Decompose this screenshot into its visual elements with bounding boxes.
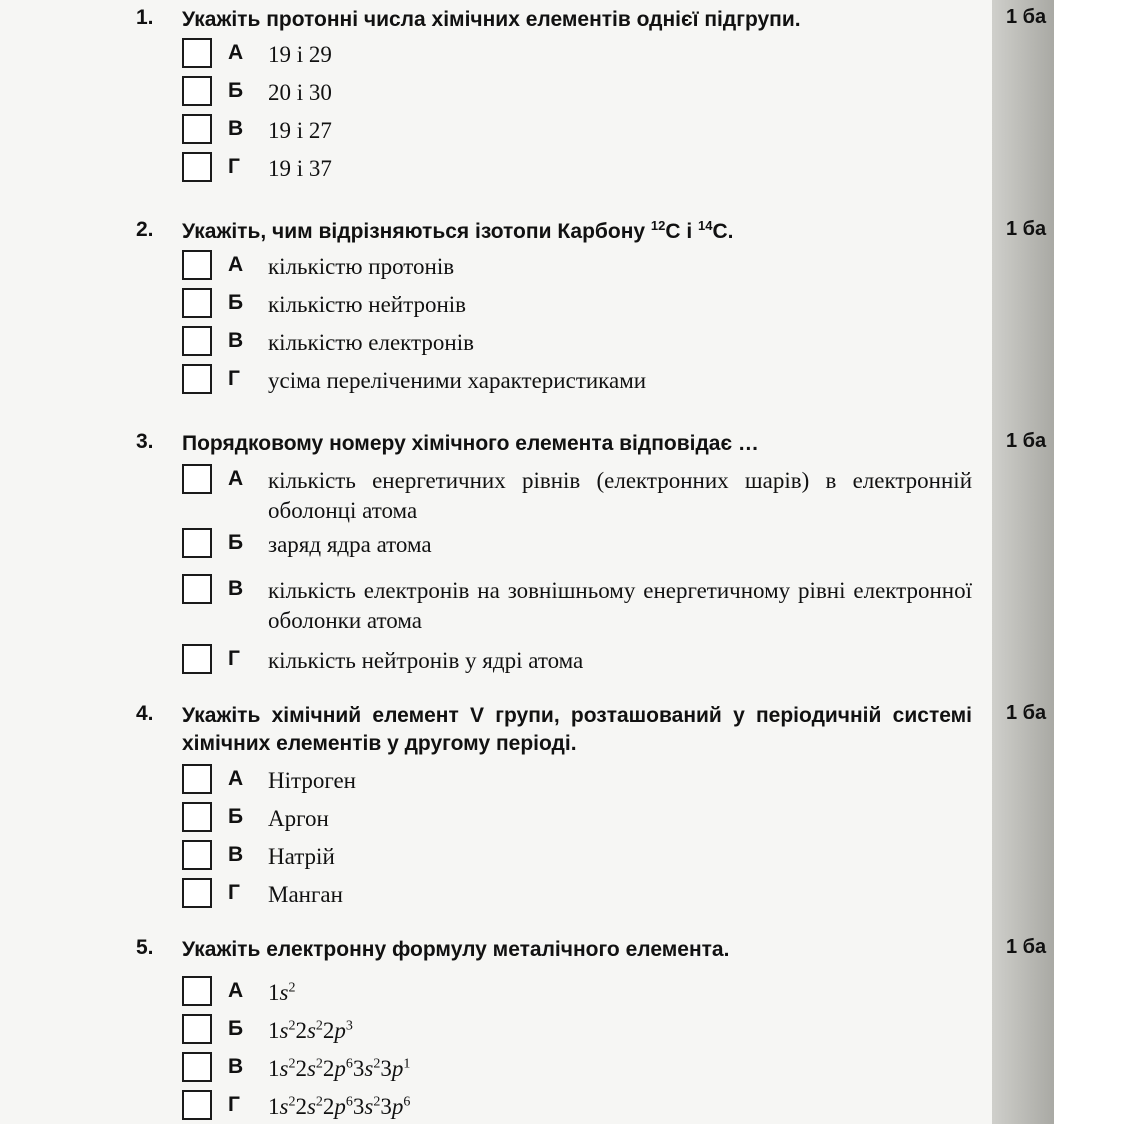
electron-count: 6 — [345, 1094, 353, 1110]
orbital-letter: s — [364, 1094, 374, 1119]
option-letter: А — [228, 467, 244, 490]
shell-number: 2 — [322, 1056, 335, 1081]
option-letter: В — [228, 843, 244, 866]
option-letter: Б — [228, 805, 244, 828]
answer-checkbox[interactable] — [182, 1090, 212, 1120]
option-text: 19 і 37 — [268, 156, 332, 181]
answer-checkbox[interactable] — [182, 250, 212, 280]
shell-number: 2 — [295, 1056, 307, 1081]
option-letter: В — [228, 1055, 244, 1078]
answer-checkbox[interactable] — [182, 878, 212, 908]
option-letter: Г — [228, 155, 240, 178]
question-number: 5. — [136, 936, 154, 959]
option-text: 19 і 27 — [268, 118, 332, 143]
shell-number: 2 — [322, 1018, 335, 1043]
option-text: 20 і 30 — [268, 80, 332, 105]
option-text: кількістю електронів — [268, 330, 474, 355]
option-letter: Б — [228, 1017, 244, 1040]
question-number: 1. — [136, 6, 154, 29]
question-5 — [136, 936, 976, 1119]
question-text: Укажіть хімічний елемент V групи, розташований у періодичній системі хімічних елементів у другому періоді. — [182, 704, 972, 755]
answer-checkbox[interactable] — [182, 802, 212, 832]
electron-count: 1 — [403, 1056, 411, 1072]
option-letter: Г — [228, 647, 240, 670]
answer-checkbox[interactable] — [182, 114, 212, 144]
question-2 — [136, 218, 976, 393]
answer-checkbox[interactable] — [182, 574, 212, 604]
points-label: 1 ба — [1006, 6, 1047, 28]
question-text-part: Укажіть, чим відрізняються ізотопи Карбону — [182, 220, 651, 243]
electron-formula — [268, 1092, 972, 1122]
orbital-letter: p — [391, 1094, 404, 1119]
orbital-letter: p — [391, 1056, 404, 1081]
electron-formula — [268, 1054, 972, 1084]
option-letter: В — [228, 577, 244, 600]
option-letter: А — [228, 253, 244, 276]
answer-checkbox[interactable] — [182, 840, 212, 870]
question-3 — [136, 430, 976, 673]
answer-checkbox[interactable] — [182, 528, 212, 558]
shell-number: 2 — [295, 1094, 307, 1119]
answer-checkbox[interactable] — [182, 1014, 212, 1044]
option-text: кількість електронів на зовнішньому енергетичному рівні електронної оболонки атома — [268, 578, 972, 633]
orbital-letter: s — [279, 1056, 289, 1081]
electron-formula — [268, 1016, 972, 1046]
electron-formula — [268, 978, 972, 1008]
option-letter: Б — [228, 79, 244, 102]
option-text: Натрій — [268, 844, 335, 869]
orbital-letter: s — [279, 980, 289, 1005]
answer-checkbox[interactable] — [182, 976, 212, 1006]
shell-number: 2 — [322, 1094, 335, 1119]
electron-count: 6 — [403, 1094, 411, 1110]
shell-number: 3 — [352, 1094, 365, 1119]
electron-count: 2 — [373, 1056, 381, 1072]
question-text: Порядковому номеру хімічного елемента відповідає … — [182, 432, 759, 455]
electron-count: 2 — [315, 1094, 323, 1110]
answer-checkbox[interactable] — [182, 288, 212, 318]
points-label: 1 ба — [1006, 218, 1047, 240]
option-text: кількість енергетичних рівнів (електронних шарів) в електронній оболонці атома — [268, 468, 972, 523]
electron-count: 2 — [373, 1094, 381, 1110]
isotope-mass: 14 — [698, 218, 713, 233]
answer-checkbox[interactable] — [182, 464, 212, 494]
isotope-symbol: C — [665, 220, 681, 243]
option-letter: Б — [228, 291, 244, 314]
question-text: Укажіть електронну формулу металічного елемента. — [182, 938, 730, 961]
answer-checkbox[interactable] — [182, 152, 212, 182]
option-letter: В — [228, 329, 244, 352]
option-text: Нітроген — [268, 768, 356, 793]
shell-number: 3 — [380, 1094, 392, 1119]
outer-border — [1054, 0, 1122, 1124]
question-text — [182, 218, 972, 246]
electron-count: 2 — [315, 1056, 323, 1072]
orbital-letter: s — [279, 1018, 289, 1043]
isotope-symbol: C. — [712, 220, 734, 243]
answer-checkbox[interactable] — [182, 644, 212, 674]
option-text: Манган — [268, 882, 343, 907]
shell-number: 1 — [268, 1018, 280, 1043]
shell-number: 3 — [352, 1056, 365, 1081]
answer-checkbox[interactable] — [182, 326, 212, 356]
option-text: Аргон — [268, 806, 329, 831]
option-text: 19 і 29 — [268, 42, 332, 67]
question-text-part: і — [680, 220, 699, 243]
orbital-letter: s — [306, 1018, 316, 1043]
option-text: усіма переліченими характеристиками — [268, 368, 647, 393]
question-number: 2. — [136, 218, 154, 241]
orbital-letter: s — [364, 1056, 374, 1081]
electron-count: 2 — [315, 1018, 323, 1034]
answer-checkbox[interactable] — [182, 76, 212, 106]
orbital-letter: s — [279, 1094, 289, 1119]
electron-count: 2 — [288, 1018, 296, 1034]
orbital-letter: p — [334, 1056, 346, 1081]
question-1 — [136, 6, 976, 181]
electron-count: 2 — [288, 1056, 296, 1072]
option-letter: А — [228, 41, 244, 64]
answer-checkbox[interactable] — [182, 38, 212, 68]
question-text: Укажіть протонні числа хімічних елементів однієї підгрупи. — [182, 8, 801, 31]
option-letter: Г — [228, 367, 240, 390]
shell-number: 3 — [380, 1056, 392, 1081]
electron-count: 2 — [288, 1094, 296, 1110]
answer-checkbox[interactable] — [182, 764, 212, 794]
option-text: заряд ядра атома — [268, 532, 432, 557]
orbital-letter: s — [306, 1056, 316, 1081]
electron-count: 2 — [288, 980, 296, 996]
option-letter: В — [228, 117, 244, 140]
orbital-letter: p — [334, 1094, 346, 1119]
option-letter: Б — [228, 531, 244, 554]
answer-checkbox[interactable] — [182, 364, 212, 394]
shell-number: 1 — [268, 1094, 280, 1119]
question-4 — [136, 702, 976, 907]
shell-number: 1 — [268, 1056, 280, 1081]
answer-checkbox[interactable] — [182, 1052, 212, 1082]
question-number: 3. — [136, 430, 154, 453]
option-letter: Г — [228, 1093, 240, 1116]
option-text: кількістю нейтронів — [268, 292, 467, 317]
option-text: кількість нейтронів у ядрі атома — [268, 648, 584, 673]
isotope-mass: 12 — [650, 218, 666, 233]
points-label: 1 ба — [1006, 702, 1047, 724]
electron-count: 6 — [345, 1056, 353, 1072]
orbital-letter: s — [306, 1094, 316, 1119]
question-number: 4. — [136, 702, 154, 725]
orbital-letter: p — [334, 1018, 346, 1043]
shell-number: 2 — [295, 1018, 307, 1043]
points-label: 1 ба — [1006, 936, 1047, 958]
option-letter: Г — [228, 881, 240, 904]
points-label: 1 ба — [1006, 430, 1047, 452]
electron-count: 3 — [345, 1018, 353, 1034]
shell-number: 1 — [268, 980, 280, 1005]
option-text: кількістю протонів — [268, 254, 455, 279]
option-letter: А — [228, 767, 244, 790]
option-letter: А — [228, 979, 244, 1002]
